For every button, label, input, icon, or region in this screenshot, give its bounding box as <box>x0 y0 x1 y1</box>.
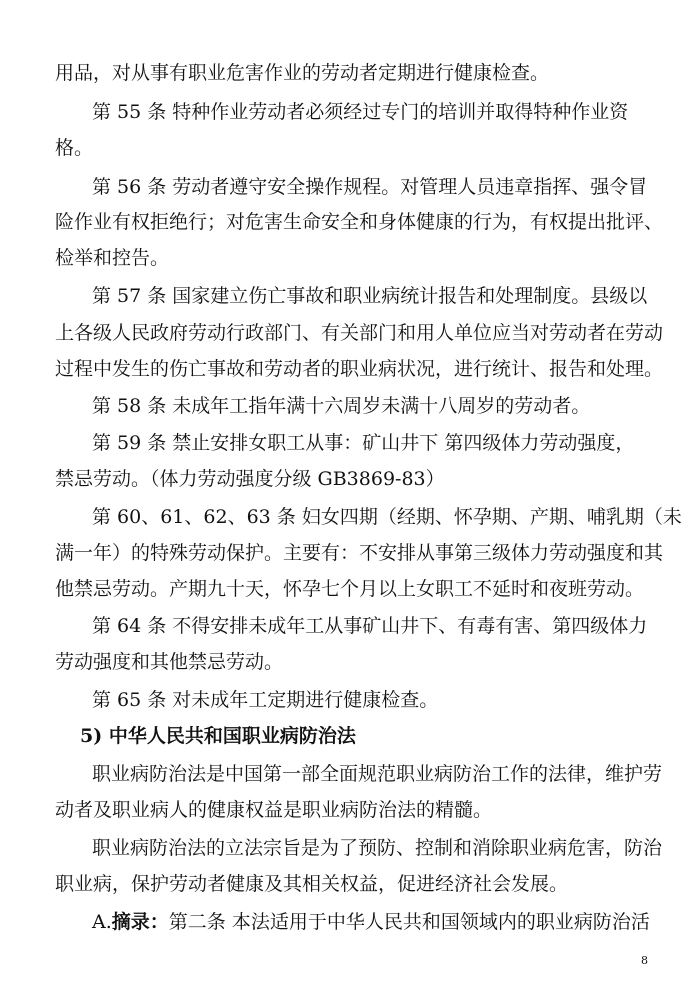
paragraph-2-line-2: 职业病，保护劳动者健康及其相关权益，促进经济社会发展。 <box>55 873 569 895</box>
excerpt-line <box>92 910 700 934</box>
article-59-line-2: 禁忌劳动。（体力劳动强度分级 GB3869-83） <box>55 468 445 490</box>
article-56-line-1: 第 56 条 劳动者遵守安全操作规程。对管理人员违章指挥、强令冒 <box>92 176 648 198</box>
article-56-line-2: 险作业有权拒绝行；对危害生命安全和身体健康的行为，有权提出批评、 <box>55 211 664 233</box>
article-64-line-2: 劳动强度和其他禁忌劳动。 <box>55 651 284 673</box>
article-58-line-1: 第 58 条 未成年工指年满十六周岁未满十八周岁的劳动者。 <box>92 395 591 417</box>
article-65-line-1: 第 65 条 对未成年工定期进行健康检查。 <box>92 689 439 711</box>
article-64-line-1: 第 64 条 不得安排未成年工从事矿山井下、有毒有害、第四级体力 <box>92 615 648 637</box>
paragraph-1-line-1: 职业病防治法是中国第一部全面规范职业病防治工作的法律，维护劳 <box>92 763 663 785</box>
article-57-line-2: 上各级人民政府劳动行政部门、有关部门和用人单位应当对劳动者在劳动 <box>55 322 664 344</box>
article-57-line-1: 第 57 条 国家建立伤亡事故和职业病统计报告和处理制度。县级以 <box>92 285 648 307</box>
article-55-line-2: 格。 <box>55 137 94 159</box>
paragraph-1-line-2: 动者及职业病人的健康权益是职业病防治法的精髓。 <box>55 799 493 821</box>
article-60-63-line-3: 他禁忌劳动。产期九十天，怀孕七个月以上女职工不延时和夜班劳动。 <box>55 578 645 600</box>
excerpt-prefix: A. <box>92 911 112 933</box>
article-60-63-line-2: 满一年）的特殊劳动保护。主要有：不安排从事第三级体力劳动强度和其 <box>55 542 664 564</box>
section-heading: 5) 中华人民共和国职业病防治法 <box>80 725 356 747</box>
excerpt-text: 第二条 本法适用于中华人民共和国领域内的职业病防治活 <box>168 911 650 933</box>
article-59-line-1: 第 59 条 禁止安排女职工从事：矿山井下 第四级体力劳动强度， <box>92 432 635 454</box>
article-55-line-1: 第 55 条 特种作业劳动者必须经过专门的培训并取得特种作业资 <box>92 101 629 123</box>
article-60-63-line-1: 第 60、61、62、63 条 妇女四期（经期、怀孕期、产期、哺乳期（未 <box>92 506 682 528</box>
article-56-line-3: 检举和控告。 <box>55 247 170 269</box>
page-number: 8 <box>641 954 648 967</box>
article-57-line-3: 过程中发生的伤亡事故和劳动者的职业病状况，进行统计、报告和处理。 <box>55 358 664 380</box>
excerpt-label: 摘录： <box>111 911 169 933</box>
paragraph-2-line-1: 职业病防治法的立法宗旨是为了预防、控制和消除职业病危害，防治 <box>92 837 663 859</box>
text-line-1: 用品，对从事有职业危害作业的劳动者定期进行健康检查。 <box>55 62 550 84</box>
